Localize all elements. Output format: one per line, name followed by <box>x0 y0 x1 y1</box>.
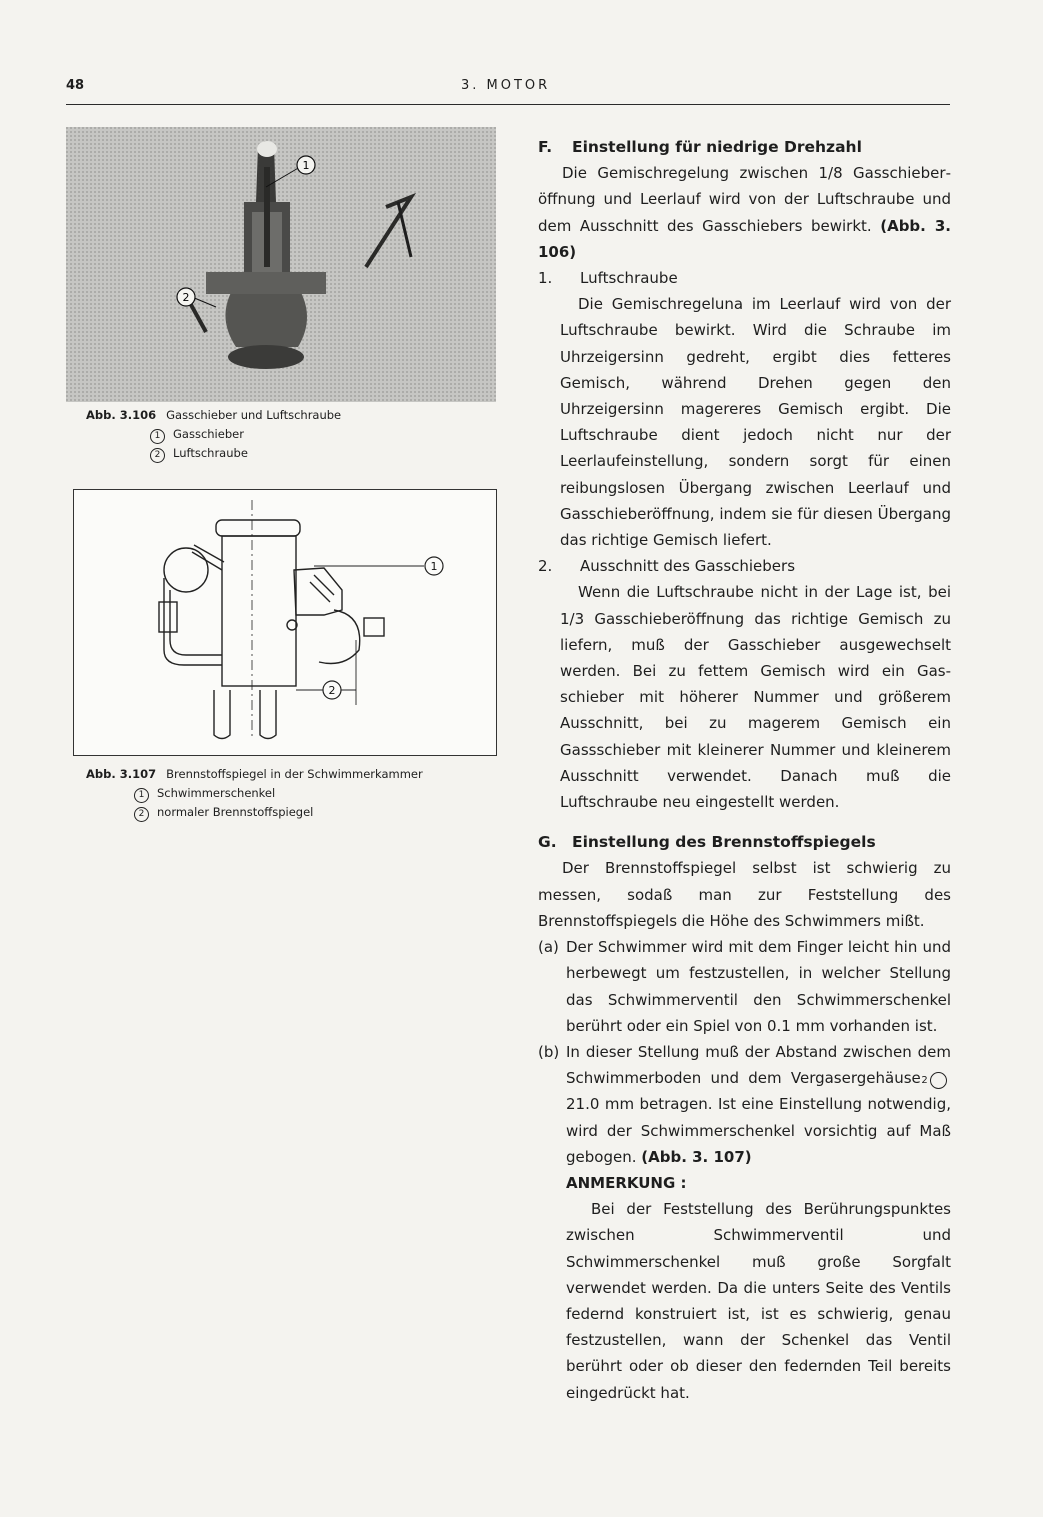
figure-carburetor-photo <box>66 127 496 402</box>
section-letter: F. <box>538 138 553 156</box>
item-title: Ausschnitt des Gasschiebers <box>580 557 796 576</box>
item-number: 2. <box>538 557 553 576</box>
marker-icon: 2 <box>150 448 165 463</box>
figure1-item <box>86 425 341 444</box>
figure1-number: Abb. 3.106 <box>86 408 157 422</box>
paragraph-text: Die Gemischregelung zwischen 1/8 Gasschieberöffnung und Leerlauf wird von der Luftschraube und dem Ausschnitt des Gasschiebers bewirkt. <box>538 164 951 235</box>
figure-reference: (Abb. 3. 107) <box>641 1147 752 1166</box>
section-g-intro: Der Brennstoffspiegel selbst ist schwierig zu messen, sodaß man zur Feststellung des Brennstoffspiegels die Höhe des Schwimmers mißt. <box>538 859 951 930</box>
figure1-title: Gasschieber und Luftschraube <box>166 408 342 422</box>
item-title: Luftschraube <box>580 269 678 288</box>
figure2-title: Brennstoffspiegel in der Schwimmerkammer <box>166 767 423 781</box>
step-text: In dieser Stellung muß der Abstand zwischen dem Schwimmerboden und dem Vergasergehäuse <box>566 1042 951 1088</box>
step-label: (a) <box>538 938 559 957</box>
section-f-item2-text: Wenn die Luftschraube nicht in der Lage ist, bei 1/3 Gasschieberöffnung das richtige Gemisch zu liefern, muß der Gasschieber ausgewechselt werden. Bei zu fettem Gemisch wird ein Gasschieber mit höherer Nummer und größerem Ausschnitt, bei zu magerem Gemisch ein Gassschieber mit kleinerer Nummer und kleinerem Ausschnitt verwendet. Danach muß die Luftschraube neu eingestellt werden. <box>560 583 951 812</box>
section-f-intro <box>538 160 951 265</box>
section-f-heading <box>538 134 951 160</box>
section-title: Einstellung für niedrige Drehzahl <box>572 138 862 156</box>
marker-icon: 1 <box>150 429 165 444</box>
note-text: Bei der Feststellung des Berührungspunktes zwischen Schwimmerventil und Schwimmerschenkel muß große Sorgfalt verwendet werden. Da die unters Seite des Ventils federnd konstruiert ist, ist es schwierig, genau festzustellen, wann der Schenkel das Ventil berührt oder ob dieser den federnden Teil bereits eingedrückt hat. <box>566 1200 951 1402</box>
figure2-item-label: normaler Brennstoffspiegel <box>157 805 314 819</box>
section-f-item2-heading <box>538 553 951 579</box>
figure2-item-label: Schwimmerschenkel <box>157 786 276 800</box>
section-f-item1-text: Die Gemischregeluna im Leerlauf wird von der Luftschraube bewirkt. Wird die Schraube im Uhrzeigersinn gedreht, ergibt dies fetteres Gemisch, während Drehen gegen den Uhrzeigersinn magereres Gemisch ergibt. Die Luftschraube dient jedoch nicht nur der Leerlaufeinstellung, sondern sorgt für einen reibungslosen Übergang zwischen Leerlauf und Gasschieberöffnung, indem sie für diesen Übergang das richtige Gemisch liefert. <box>560 295 951 550</box>
figure2-caption <box>86 765 423 822</box>
figure2-item <box>86 784 423 803</box>
svg-text:2: 2 <box>182 291 190 304</box>
figure-reference: (Abb. 3. 106) <box>538 216 951 261</box>
section-g-heading <box>538 829 951 855</box>
section-letter: G. <box>538 833 557 852</box>
figure2-number: Abb. 3.107 <box>86 767 157 781</box>
page-number: 48 <box>66 78 85 93</box>
page-header <box>66 78 950 105</box>
figure1-caption <box>86 406 341 463</box>
note-heading: ANMERKUNG : <box>566 1173 687 1192</box>
step-label: (b) <box>538 1042 560 1061</box>
marker-icon: 2 <box>930 1072 947 1089</box>
figure1-item <box>86 444 341 463</box>
figure1-item-label: Gasschieber <box>173 427 244 441</box>
marker-icon: 1 <box>134 788 149 803</box>
svg-text:2: 2 <box>328 684 336 697</box>
step-text: Der Schwimmer wird mit dem Finger leicht hin und herbewegt um festzustellen, in welcher Stellung das Schwimmerventil den Schwimmerschenkel berührt oder ein Spiel von 0.1 mm vorhanden ist. <box>566 938 951 1035</box>
section-title: Einstellung des Brennstoffspiegels <box>572 833 876 852</box>
section-g-step-a <box>538 934 951 1039</box>
float-chamber-illustration <box>74 490 496 755</box>
section-g-step-b <box>538 1039 951 1170</box>
figure1-item-label: Luftschraube <box>173 446 248 460</box>
svg-text:1: 1 <box>302 159 310 172</box>
item-number: 1. <box>538 269 553 288</box>
carburetor-photo-illustration <box>66 127 496 402</box>
chapter-title: 3. MOTOR <box>461 78 551 93</box>
svg-text:1: 1 <box>430 560 438 573</box>
section-f-item1-heading <box>538 265 951 291</box>
marker-icon: 2 <box>134 807 149 822</box>
step-text: 21.0 mm betragen. Ist eine Einstellung notwendig, wird der Schwimmerschenkel vorsichtig auf Maß gebogen. <box>566 1095 951 1166</box>
text-column <box>538 134 951 1406</box>
figure-float-chamber-drawing <box>73 489 497 756</box>
figure2-item <box>86 803 423 822</box>
